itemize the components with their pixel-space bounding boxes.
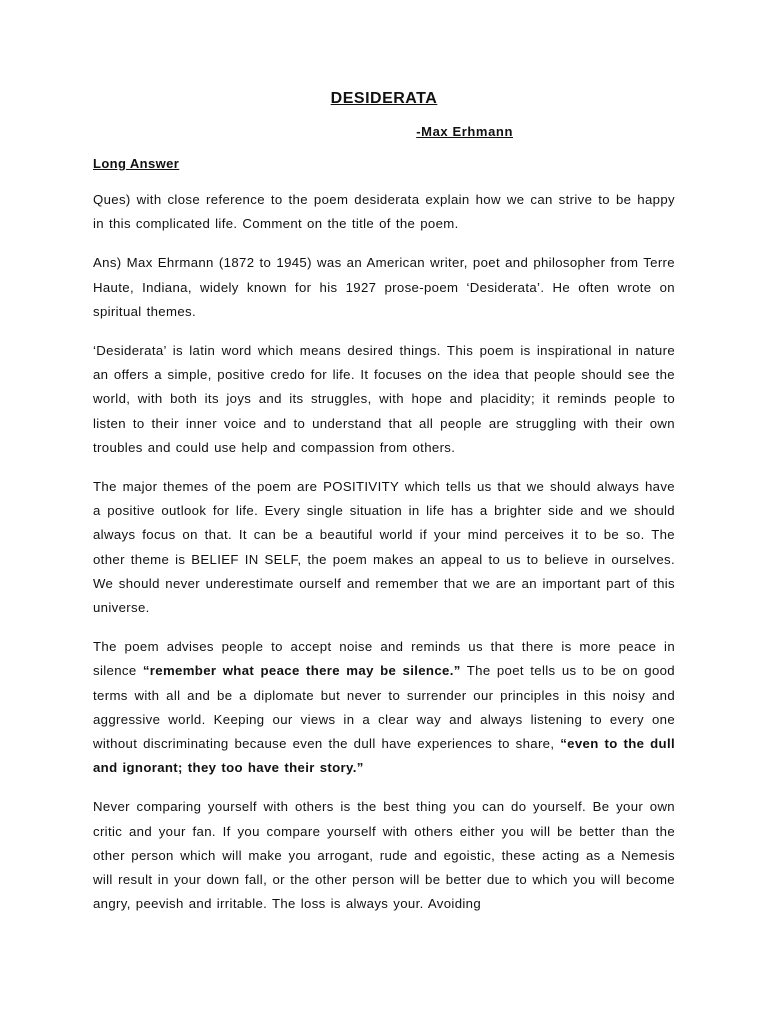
comparison-paragraph: Never comparing yourself with others is the best thing you can do yourself. Be your own critic and your fan. If you compare yourself with others either you will be better than the other person which will make you arrogant, rude and egoistic, these acting as a Nemesis will result in your down fall, or the other person will be better due to which you will become angry, peevish and irritable. The loss is always your. Avoiding (93, 799, 675, 912)
answer-intro-paragraph: Ans) Max Ehrmann (1872 to 1945) was an American writer, poet and philosopher from Terre Haute, Indiana, widely known for his 1927 prose-poem ‘Desiderata’. He often wrote on spiritual themes. (93, 255, 675, 319)
question-paragraph: Ques) with close reference to the poem desiderata explain how we can strive to be happy in this complicated life. Comment on the title of the poem. (93, 192, 675, 232)
silence-quote: “remember what peace there may be silence.” (142, 663, 461, 679)
document-body (93, 188, 675, 931)
section-heading: Long Answer (93, 156, 180, 171)
meaning-paragraph: ‘Desiderata’ is latin word which means desired things. This poem is inspirational in nature an offers a simple, positive credo for life. It focuses on the idea that people should see the world, with both its joys and its struggles, with hope and placidity; it reminds people to listen to their inner voice and to understand that all people are struggling with their own troubles and could use help and compassion from others. (93, 343, 675, 455)
themes-paragraph: The major themes of the poem are POSITIVITY which tells us that we should always have a positive outlook for life. Every single situation in life has a brighter side and we should always focus on that. It can be a beautiful world if your mind perceives it to be so. The other theme is BELIEF IN SELF, the poem makes an appeal to us to believe in ourselves. We should never underestimate ourself and remember that we are an important part of this universe. (93, 479, 675, 616)
noise-text-2: The poet tells us to be on good terms with all and be a diplomate but never to surrender our principles in this noisy and aggressive world. Keeping our views in a clear way and always listening to every one without discriminating because even the dull have experiences to share, (93, 663, 675, 752)
noise-paragraph (93, 635, 675, 780)
noise-text-1: The poem advises people to accept noise and reminds us that there is more peace in silence (93, 639, 675, 679)
author-line: -Max Erhmann (416, 124, 513, 139)
page-title: DESIDERATA (330, 90, 438, 107)
dull-ignorant-quote: “even to the dull and ignorant; they too have their story.” (93, 736, 675, 776)
